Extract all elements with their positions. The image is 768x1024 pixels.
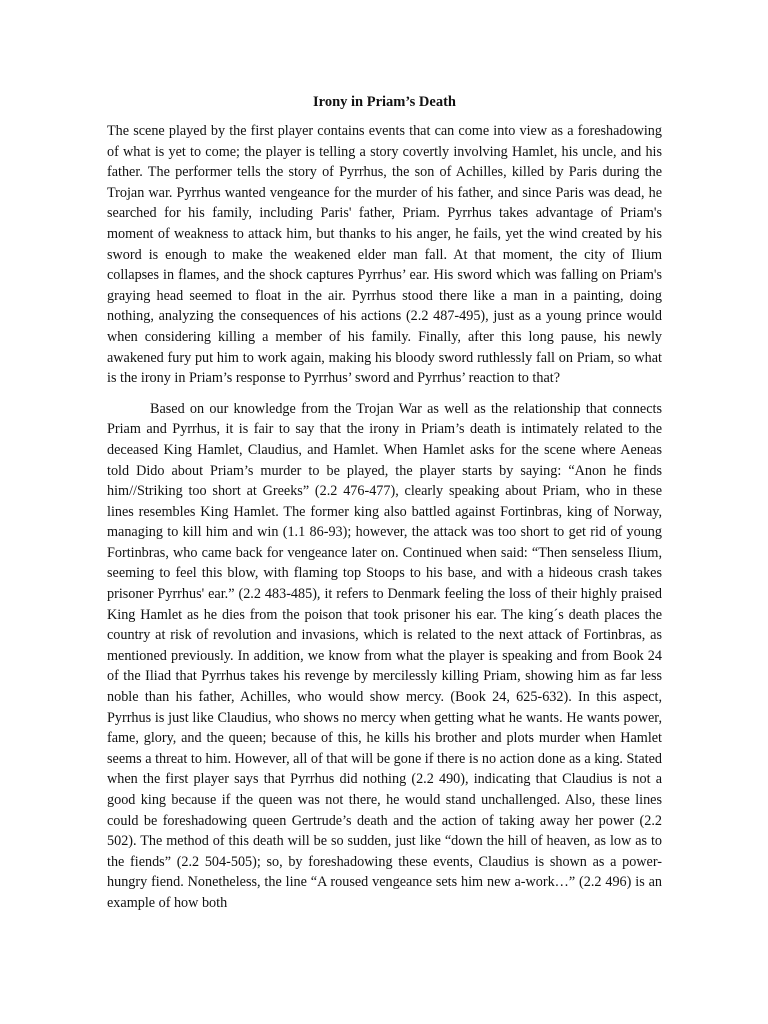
paragraph-1: The scene played by the first player contains events that can come into view as a foreshadowing of what is yet to come; the player is telling a story covertly involving Hamlet, his uncle, and his father. The performer tells the story of Pyrrhus, the son of Achilles, killed by Paris during the Trojan war. Pyrrhus wanted vengeance for the murder of his father, and since Paris was dead, he searched for his family, including Paris' father, Priam. Pyrrhus takes advantage of Priam's moment of weakness to attack him, but thanks to his anger, he fails, yet the wind created by his sword is enough to make the weakened elder man fall. At that moment, the city of Ilium collapses in flames, and the shock captures Pyrrhus’ ear. His sword which was falling on Priam's graying head seemed to float in the air. Pyrrhus stood there like a man in a painting, doing nothing, analyzing the consequences of his actions (2.2 487-495), just as a young prince would when considering killing a member of his family. Finally, after this long pause, his newly awakened fury put him to work again, making his bloody sword ruthlessly fall on Priam, so what is the irony in Priam’s response to Pyrrhus’ sword and Pyrrhus’ reaction to that? — [107, 123, 662, 387]
document-page — [107, 92, 662, 924]
paragraph-2: Based on our knowledge from the Trojan War as well as the relationship that connects Priam and Pyrrhus, it is fair to say that the irony in Priam’s death is intimately related to the deceased King Hamlet, Claudius, and Hamlet. When Hamlet asks for the scene where Aeneas told Dido about Priam’s murder to be played, the player starts by saying: “Anon he finds him//Striking too short at Greeks” (2.2 476-477), clearly speaking about Priam, who in these lines resembles King Hamlet. The former king also battled against Fortinbras, king of Norway, managing to kill him and win (1.1 86-93); however, the attack was too short to get rid of young Fortinbras, who came back for vengeance later on. Continued when said: “Then senseless Ilium, seeming to feel this blow, with flaming top Stoops to his base, and with a hideous crash takes prisoner Pyrrhus' ear.” (2.2 483-485), it refers to Denmark feeling the loss of their highly praised King Hamlet as he dies from the poison that took prisoner his ear. The king´s death places the country at risk of revolution and invasions, which is related to the next attack of Fortinbras, as mentioned previously. In addition, we know from what the player is speaking and from Book 24 of the Iliad that Pyrrhus takes his revenge by mercilessly killing Priam, showing him as far less noble than his father, Achilles, who would show mercy. (Book 24, 625-632). In this aspect, Pyrrhus is just like Claudius, who shows no mercy when getting what he wants. He wants power, fame, glory, and the queen; because of this, he kills his brother and plots murder when Hamlet seems a threat to him. However, all of that will be gone if there is no action done as a king. Stated when the first player says that Pyrrhus did nothing (2.2 490), indicating that Claudius is not a good king because if the queen was not there, he would stand unchallenged. Also, these lines could be foreshadowing queen Gertrude’s death and the action of taking away her power (2.2 502). The method of this death will be so sudden, just like “down the hill of heaven, as low as to the fiends” (2.2 504-505); so, by foreshadowing these events, Claudius is shown as a power-hungry fiend. Nonetheless, the line “A roused vengeance sets him new a-work…” (2.2 496) is an example of how both — [107, 400, 662, 911]
document-title: Irony in Priam’s Death — [313, 94, 456, 110]
